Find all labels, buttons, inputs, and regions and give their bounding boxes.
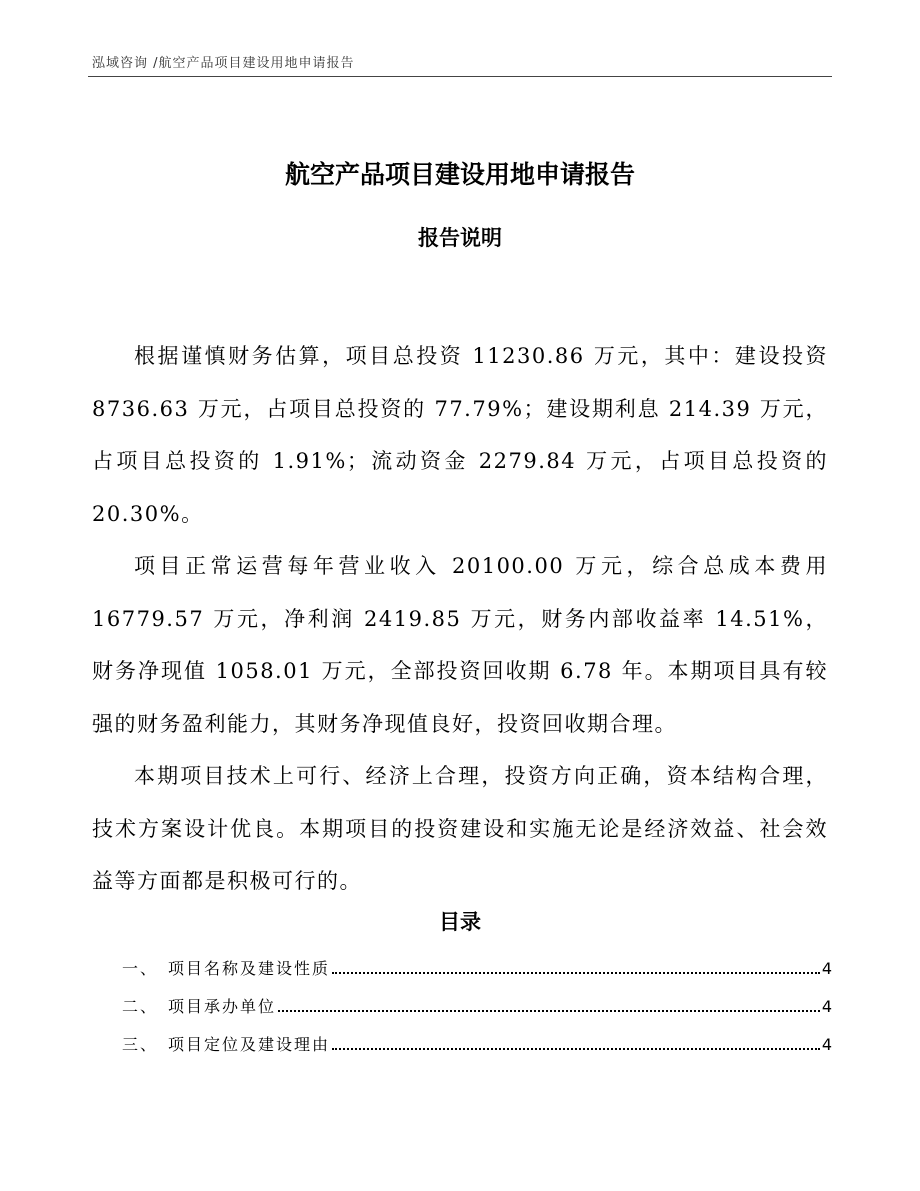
paragraph-investment: 根据谨慎财务估算，项目总投资 11230.86 万元，其中：建设投资 8736.63 万元，占项目总投资的 77.79%；建设期利息 214.39 万元，占项目总投资的 1.91%；流动资金 2279.84 万元，占项目总投资的 20.30%。 (92, 344, 828, 526)
toc-entry-label: 项目名称及建设性质 (168, 959, 331, 978)
toc-entry-number: 一、 (122, 959, 159, 978)
header-divider (88, 76, 832, 77)
running-header: 泓域咨询 /航空产品项目建设用地申请报告 (92, 56, 355, 71)
toc-entry[interactable] (122, 994, 832, 1032)
document-title: 航空产品项目建设用地申请报告 (284, 160, 635, 189)
toc-entry-page: 4 (821, 959, 832, 978)
paragraph-feasibility: 本期项目技术上可行、经济上合理，投资方向正确，资本结构合理，技术方案设计优良。本期项目的投资建设和实施无论是经济效益、社会效益等方面都是积极可行的。 (92, 764, 828, 893)
toc-entry[interactable] (122, 1032, 832, 1070)
toc-entry[interactable] (122, 956, 832, 994)
toc-leader-dots (332, 1048, 820, 1050)
toc-entry-number: 三、 (122, 1035, 159, 1054)
toc-entry-number: 二、 (122, 997, 159, 1016)
report-body (92, 330, 828, 908)
toc-entry-label: 项目定位及建设理由 (168, 1035, 331, 1054)
toc-entry-page: 4 (821, 997, 832, 1016)
toc-leader-dots (278, 1010, 820, 1012)
toc-entry-label: 项目承办单位 (168, 997, 277, 1016)
table-of-contents (122, 956, 832, 1070)
toc-heading: 目录 (439, 910, 481, 934)
paragraph-operations: 项目正常运营每年营业收入 20100.00 万元，综合总成本费用 16779.57 万元，净利润 2419.85 万元，财务内部收益率 14.51%，财务净现值 1058.01 万元，全部投资回收期 6.78 年。本期项目具有较强的财务盈利能力，其财务净现值良好，投资回收期合理。 (92, 554, 828, 736)
toc-leader-dots (332, 972, 820, 974)
toc-entry-page: 4 (821, 1035, 832, 1054)
section-heading-report-notes: 报告说明 (418, 226, 502, 250)
